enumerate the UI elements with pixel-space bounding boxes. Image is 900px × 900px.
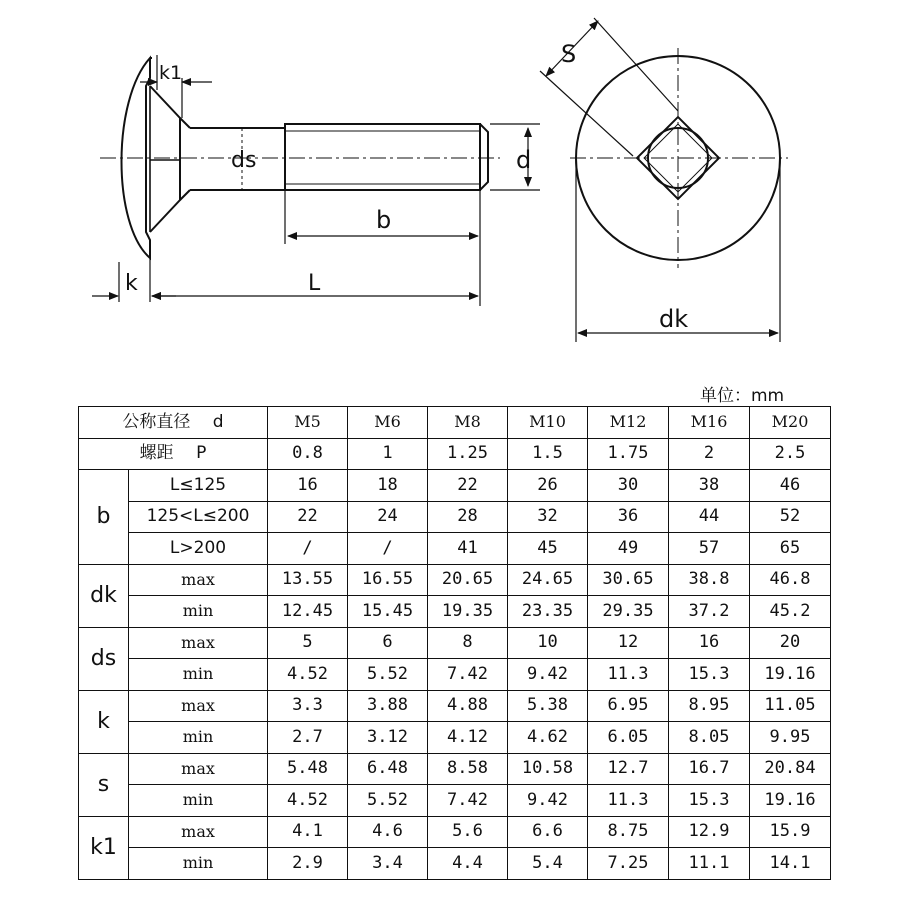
group-max-row (79, 564, 831, 596)
group-max-value-cell: 12.7 (588, 753, 669, 785)
b-value-cell: 44 (669, 501, 750, 533)
max-label-cell: max (129, 753, 268, 785)
bolt-technical-drawing (0, 0, 900, 380)
size-header-cell: M12 (588, 407, 669, 439)
group-min-value-cell: 5.52 (348, 785, 428, 817)
group-max-value-cell: 12 (588, 627, 669, 659)
b-value-cell: 16 (268, 470, 348, 502)
group-max-value-cell: 10 (508, 627, 588, 659)
group-min-value-cell: 7.42 (428, 659, 508, 691)
group-min-row (79, 659, 831, 691)
table-header-row (79, 407, 831, 439)
group-max-value-cell: 30.65 (588, 564, 669, 596)
max-label-cell: max (129, 690, 268, 722)
group-min-row (79, 596, 831, 628)
group-max-value-cell: 4.1 (268, 816, 348, 848)
end-view (540, 18, 788, 342)
group-min-value-cell: 9.42 (508, 785, 588, 817)
group-max-value-cell: 24.65 (508, 564, 588, 596)
b-value-cell: 65 (750, 533, 831, 565)
group-max-value-cell: 16 (669, 627, 750, 659)
group-min-value-cell: 5.4 (508, 848, 588, 880)
group-max-value-cell: 6.6 (508, 816, 588, 848)
group-max-value-cell: 20.84 (750, 753, 831, 785)
group-min-value-cell: 4.62 (508, 722, 588, 754)
group-min-value-cell: 8.05 (669, 722, 750, 754)
pitch-value-cell: 2 (669, 438, 750, 470)
group-max-value-cell: 20 (750, 627, 831, 659)
group-min-value-cell: 3.12 (348, 722, 428, 754)
b-value-cell: 45 (508, 533, 588, 565)
group-max-value-cell: 8.58 (428, 753, 508, 785)
group-min-value-cell: 29.35 (588, 596, 669, 628)
group-max-value-cell: 5.38 (508, 690, 588, 722)
b-value-cell: 18 (348, 470, 428, 502)
group-min-value-cell: 3.4 (348, 848, 428, 880)
group-min-value-cell: 4.52 (268, 785, 348, 817)
group-min-value-cell: 11.3 (588, 785, 669, 817)
min-label-cell: min (129, 722, 268, 754)
b-value-cell: 30 (588, 470, 669, 502)
group-max-value-cell: 6.48 (348, 753, 428, 785)
group-min-value-cell: 5.52 (348, 659, 428, 691)
size-header-cell: M10 (508, 407, 588, 439)
b-group-label-cell: b (79, 470, 129, 565)
group-label-cell: k1 (79, 816, 129, 879)
max-label-cell: max (129, 564, 268, 596)
group-min-value-cell: 9.42 (508, 659, 588, 691)
group-max-value-cell: 6.95 (588, 690, 669, 722)
group-max-value-cell: 8.75 (588, 816, 669, 848)
b-value-cell: 24 (348, 501, 428, 533)
b-condition-cell: L>200 (129, 533, 268, 565)
group-max-value-cell: 5.6 (428, 816, 508, 848)
spec-table (78, 406, 831, 880)
header-label-cell: 公称直径 d (79, 407, 268, 439)
pitch-value-cell: 1.5 (508, 438, 588, 470)
unit-label: 单位：mm (700, 386, 785, 406)
group-min-value-cell: 4.52 (268, 659, 348, 691)
b-value-cell: 46 (750, 470, 831, 502)
label-ds: ds (231, 148, 257, 173)
pitch-value-cell: 2.5 (750, 438, 831, 470)
size-header-cell: M16 (669, 407, 750, 439)
label-b: b (376, 206, 392, 234)
b-condition-cell: 125<L≤200 (129, 501, 268, 533)
b-value-cell: 22 (428, 470, 508, 502)
group-min-value-cell: 15.3 (669, 659, 750, 691)
label-k1: k1 (159, 62, 183, 84)
b-row (79, 501, 831, 533)
group-min-value-cell: 23.35 (508, 596, 588, 628)
group-max-value-cell: 12.9 (669, 816, 750, 848)
group-max-value-cell: 16.7 (669, 753, 750, 785)
label-s: S (561, 40, 577, 68)
group-max-value-cell: 10.58 (508, 753, 588, 785)
size-header-cell: M6 (348, 407, 428, 439)
min-label-cell: min (129, 659, 268, 691)
group-min-value-cell: 19.35 (428, 596, 508, 628)
group-min-value-cell: 6.05 (588, 722, 669, 754)
b-value-cell: 36 (588, 501, 669, 533)
bolt-thread (285, 124, 480, 190)
label-L: L (308, 271, 321, 296)
group-min-value-cell: 9.95 (750, 722, 831, 754)
size-header-cell: M20 (750, 407, 831, 439)
group-min-value-cell: 11.3 (588, 659, 669, 691)
group-min-value-cell: 11.1 (669, 848, 750, 880)
b-value-cell: 32 (508, 501, 588, 533)
group-max-value-cell: 3.3 (268, 690, 348, 722)
group-min-value-cell: 45.2 (750, 596, 831, 628)
group-label-cell: dk (79, 564, 129, 627)
b-value-cell: 49 (588, 533, 669, 565)
min-label-cell: min (129, 785, 268, 817)
group-max-value-cell: 6 (348, 627, 428, 659)
b-value-cell: 26 (508, 470, 588, 502)
bolt-square-neck (150, 86, 180, 232)
b-value-cell: 22 (268, 501, 348, 533)
side-view (92, 55, 540, 306)
b-value-cell: 52 (750, 501, 831, 533)
b-value-cell: 28 (428, 501, 508, 533)
pitch-value-cell: 1.75 (588, 438, 669, 470)
group-min-row (79, 848, 831, 880)
group-label-cell: s (79, 753, 129, 816)
group-min-value-cell: 15.45 (348, 596, 428, 628)
b-value-cell: / (268, 533, 348, 565)
group-min-row (79, 785, 831, 817)
group-max-value-cell: 5.48 (268, 753, 348, 785)
label-k: k (125, 271, 138, 296)
group-max-value-cell: 46.8 (750, 564, 831, 596)
group-max-value-cell: 11.05 (750, 690, 831, 722)
group-min-value-cell: 37.2 (669, 596, 750, 628)
size-header-cell: M8 (428, 407, 508, 439)
pitch-value-cell: 0.8 (268, 438, 348, 470)
max-label-cell: max (129, 627, 268, 659)
group-max-value-cell: 4.6 (348, 816, 428, 848)
pitch-value-cell: 1.25 (428, 438, 508, 470)
group-min-value-cell: 2.9 (268, 848, 348, 880)
pitch-value-cell: 1 (348, 438, 428, 470)
group-max-value-cell: 16.55 (348, 564, 428, 596)
pitch-row (79, 438, 831, 470)
label-d: d (516, 146, 532, 174)
b-row (79, 533, 831, 565)
group-max-value-cell: 3.88 (348, 690, 428, 722)
group-min-value-cell: 19.16 (750, 659, 831, 691)
group-max-row (79, 627, 831, 659)
b-condition-cell: L≤125 (129, 470, 268, 502)
group-min-value-cell: 19.16 (750, 785, 831, 817)
group-max-value-cell: 4.88 (428, 690, 508, 722)
min-label-cell: min (129, 596, 268, 628)
group-min-value-cell: 12.45 (268, 596, 348, 628)
group-min-value-cell: 2.7 (268, 722, 348, 754)
b-value-cell: / (348, 533, 428, 565)
group-max-value-cell: 8.95 (669, 690, 750, 722)
group-max-value-cell: 38.8 (669, 564, 750, 596)
group-min-value-cell: 4.4 (428, 848, 508, 880)
group-max-value-cell: 20.65 (428, 564, 508, 596)
group-max-row (79, 690, 831, 722)
max-label-cell: max (129, 816, 268, 848)
group-min-value-cell: 7.25 (588, 848, 669, 880)
b-value-cell: 38 (669, 470, 750, 502)
group-max-value-cell: 13.55 (268, 564, 348, 596)
group-max-row (79, 753, 831, 785)
group-min-row (79, 722, 831, 754)
group-max-value-cell: 5 (268, 627, 348, 659)
min-label-cell: min (129, 848, 268, 880)
group-max-value-cell: 15.9 (750, 816, 831, 848)
group-min-value-cell: 7.42 (428, 785, 508, 817)
b-value-cell: 57 (669, 533, 750, 565)
b-row (79, 470, 831, 502)
size-header-cell: M5 (268, 407, 348, 439)
group-max-row (79, 816, 831, 848)
group-min-value-cell: 15.3 (669, 785, 750, 817)
b-value-cell: 41 (428, 533, 508, 565)
group-label-cell: k (79, 690, 129, 753)
group-min-value-cell: 4.12 (428, 722, 508, 754)
group-label-cell: ds (79, 627, 129, 690)
group-max-value-cell: 8 (428, 627, 508, 659)
label-dk: dk (659, 305, 689, 333)
group-min-value-cell: 14.1 (750, 848, 831, 880)
pitch-label-cell: 螺距 P (79, 438, 268, 470)
